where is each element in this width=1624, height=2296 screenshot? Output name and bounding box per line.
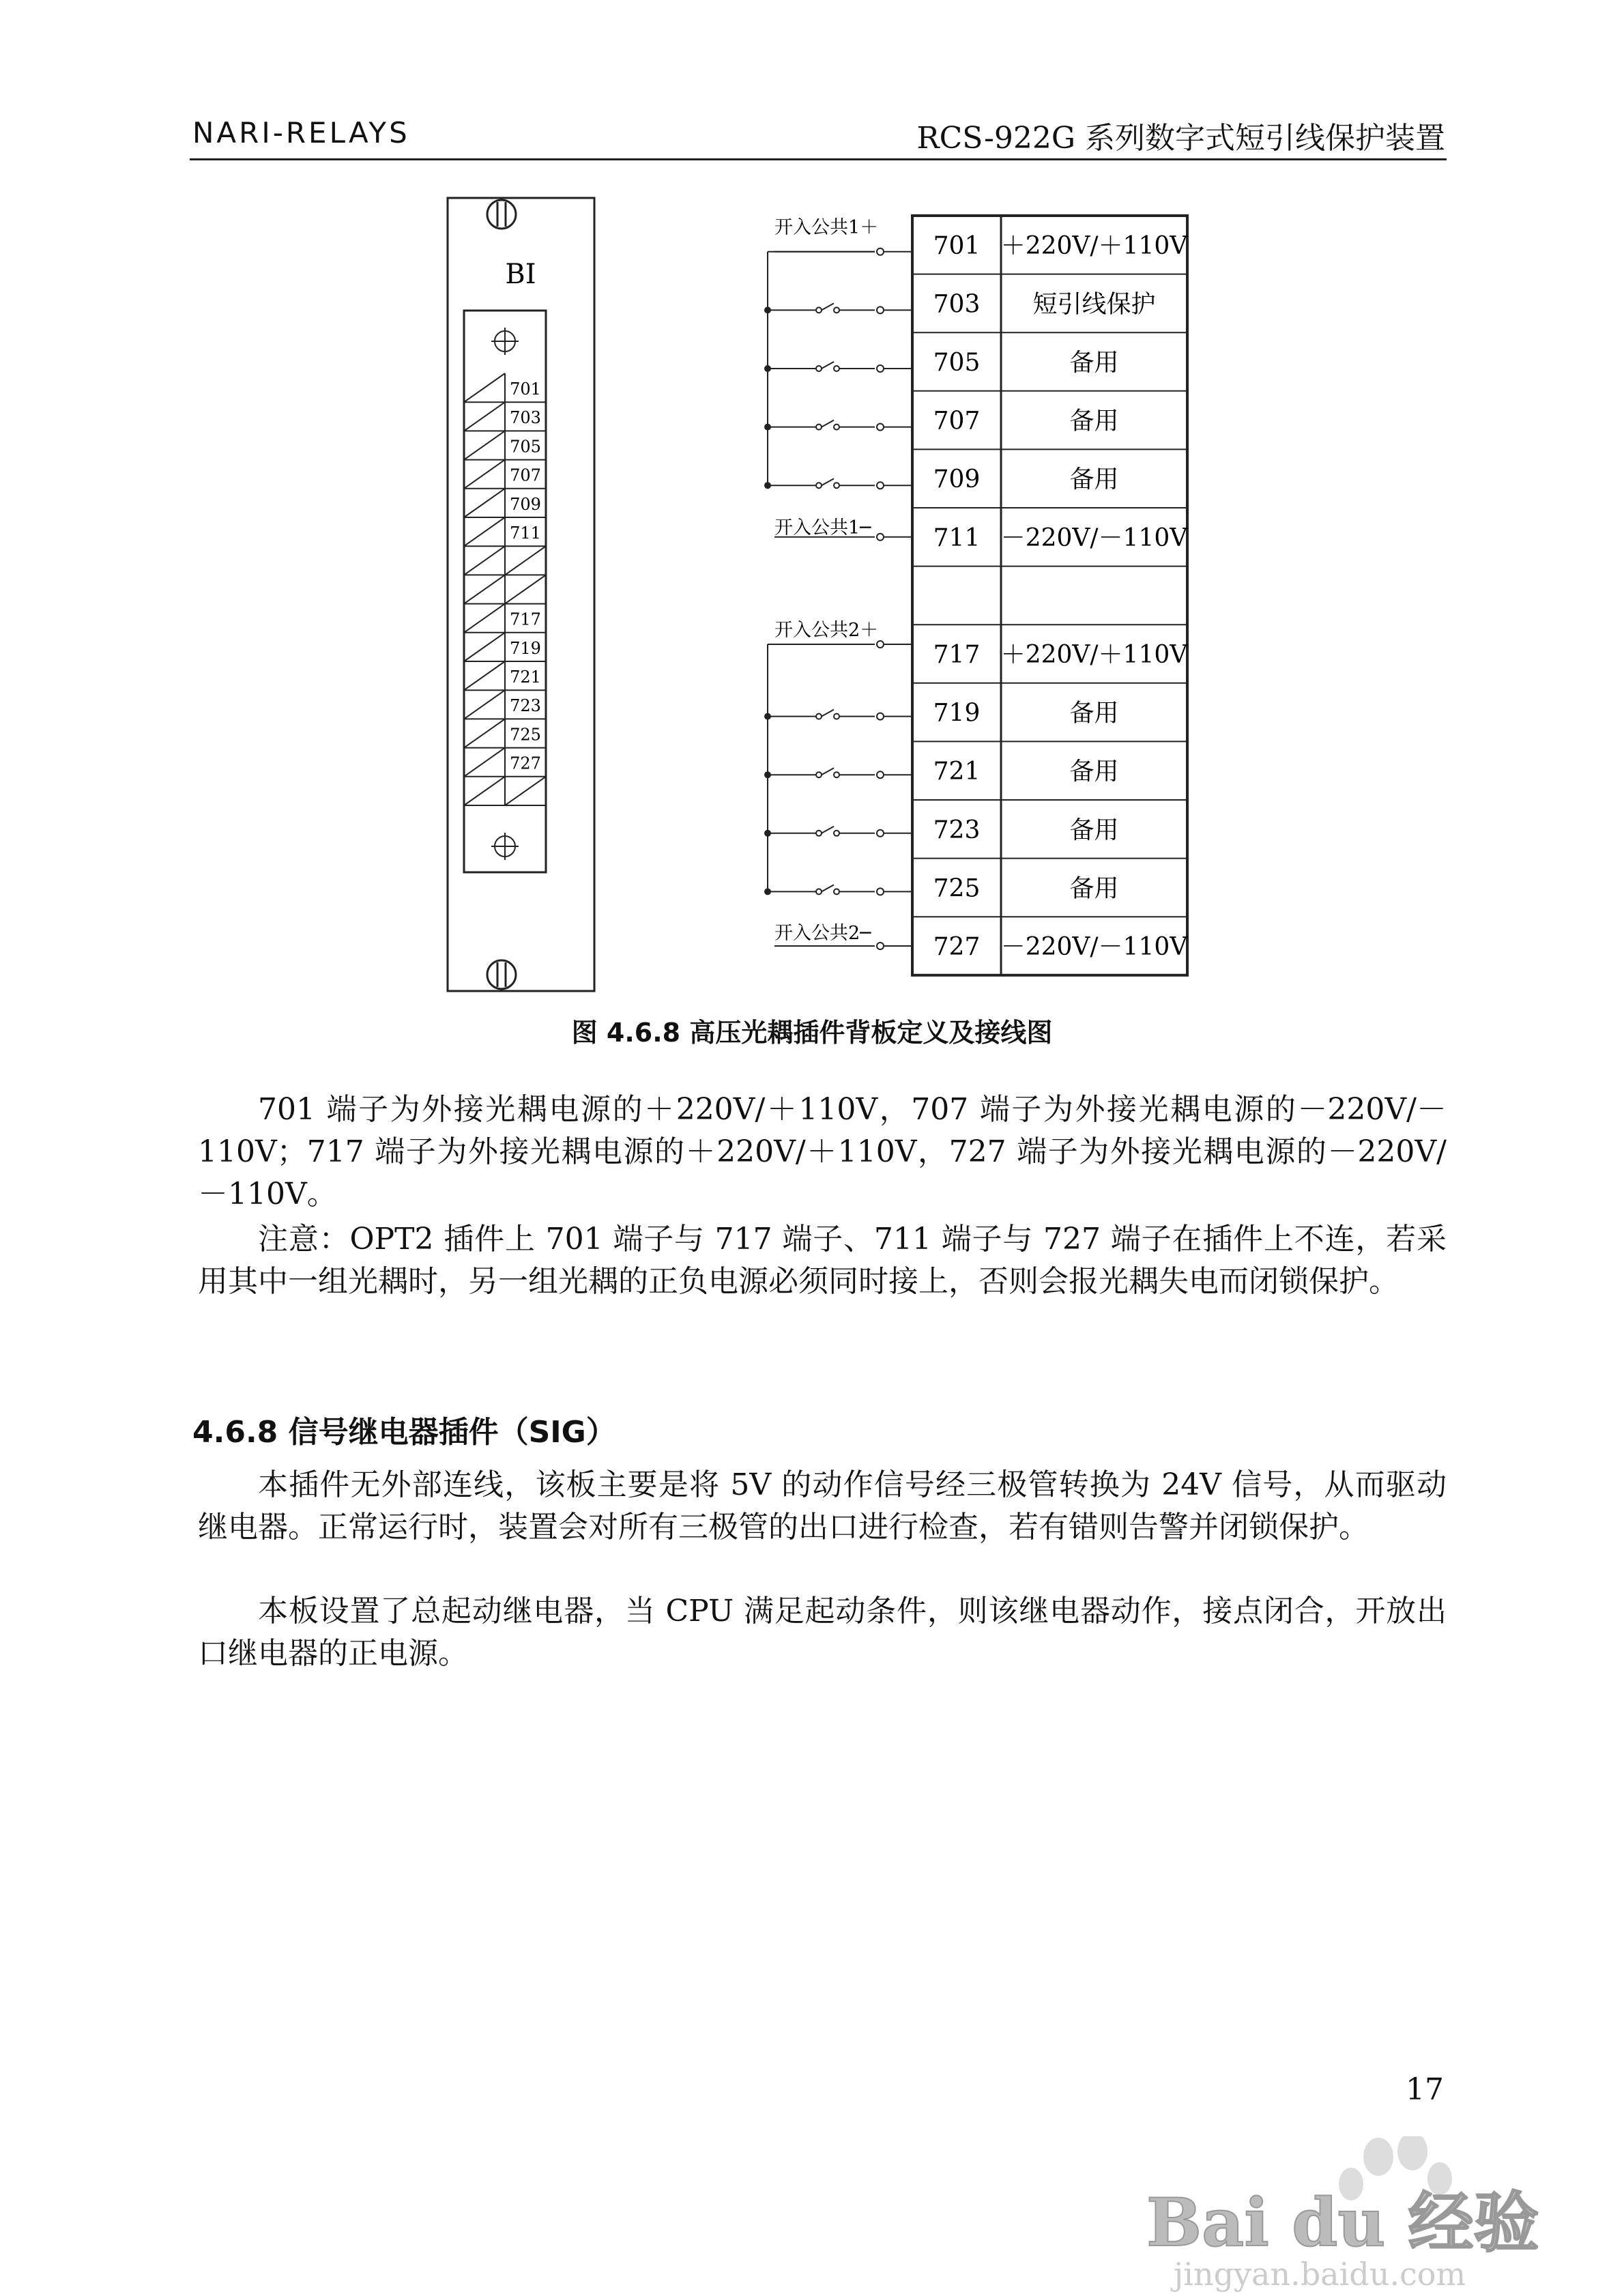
watermark-brand: Bai du 经验 — [1146, 2184, 1539, 2261]
panel-label: BI — [505, 259, 536, 290]
switch-contact — [834, 483, 839, 488]
paragraph-text: 本板设置了总起动继电器，当 CPU 满足起动条件，则该继电器动作，接点闭合，开放出口继电器的正电源。 — [198, 1594, 1447, 1671]
terminal-node — [877, 365, 884, 372]
paragraph-text: 701 端子为外接光耦电源的＋220V/＋110V，707 端子为外接光耦电源的－220V/－110V；717 端子为外接光耦电源的＋220V/＋110V，727 端子为外接光耦电源的－220V/－110V。 — [198, 1092, 1447, 1211]
terminal-function: ＋220V/＋110V — [1000, 641, 1188, 669]
header-left: NARI-RELAYS — [192, 116, 410, 149]
pin-diagonal — [464, 546, 505, 575]
backplane-panel — [448, 198, 594, 991]
switch-contact — [816, 425, 822, 430]
switch-contact — [834, 366, 839, 371]
paragraph-text: 注意：OPT2 插件上 701 端子与 717 端子、711 端子与 727 端子在插件上不连，若采用其中一组光耦时，另一组光耦的正负电源必须同时接上，否则会报光耦失电而闭锁保护。 — [198, 1222, 1447, 1299]
panel-terminal-label: 723 — [510, 696, 541, 716]
terminal-number: 727 — [933, 933, 981, 961]
pin-diagonal — [464, 575, 505, 603]
switch-contact — [834, 425, 839, 430]
common2-plus-label: 开入公共2＋ — [774, 620, 879, 641]
pin-diagonal — [464, 604, 505, 633]
pin-diagonal — [464, 517, 505, 546]
top-crosshair-icon — [491, 328, 519, 355]
terminal-number: 707 — [933, 407, 981, 435]
paragraph-start-relay — [198, 1590, 1447, 1675]
terminal-function: 短引线保护 — [1032, 290, 1156, 319]
terminal-number: 701 — [933, 231, 981, 260]
baidu-jingyan-watermark — [1133, 2136, 1542, 2293]
switch-contact — [834, 714, 839, 719]
switch-contact — [834, 772, 839, 777]
switch-contact — [834, 889, 839, 894]
pin-diagonal — [464, 748, 505, 777]
pin-diagonal — [464, 460, 505, 489]
paragraph-text: 本插件无外部连线，该板主要是将 5V 的动作信号经三极管转换为 24V 信号，从而驱动继电器。正常运行时，装置会对所有三极管的出口进行检查，若有错则告警并闭锁保护。 — [198, 1467, 1447, 1545]
terminal-function: 备用 — [1069, 349, 1119, 377]
switch-blade — [822, 362, 834, 369]
pin-diagonal — [464, 719, 505, 747]
terminal-number: 721 — [933, 758, 981, 786]
terminal-function: 备用 — [1069, 816, 1119, 844]
terminal-node — [877, 943, 884, 949]
page-number: 17 — [1406, 2072, 1444, 2107]
terminal-number: 725 — [933, 874, 981, 903]
pin-diagonal — [464, 373, 505, 402]
switch-contact — [816, 772, 822, 777]
figure-caption: 图 4.6.8 高压光耦插件背板定义及接线图 — [571, 1018, 1053, 1048]
terminal-number: 703 — [933, 290, 981, 319]
slot-diagonal — [505, 546, 546, 575]
terminal-node — [877, 482, 884, 489]
terminal-function: 备用 — [1069, 407, 1119, 435]
pin-diagonal — [464, 633, 505, 661]
pin-diagonal — [464, 489, 505, 517]
wiring-figure — [0, 0, 1624, 1010]
section-heading: 4.6.8 信号继电器插件（SIG） — [192, 1415, 616, 1450]
panel-terminal-label: 701 — [510, 379, 541, 399]
switch-contact — [834, 831, 839, 836]
panel-terminal-label: 711 — [510, 523, 541, 543]
slot-diagonal — [505, 575, 546, 603]
watermark-url: jingyan.baidu.com — [1174, 2256, 1466, 2293]
terminal-node — [877, 534, 884, 541]
panel-terminal-label: 709 — [510, 494, 541, 514]
panel-terminal-label: 719 — [510, 638, 541, 658]
terminal-number: 709 — [933, 465, 981, 494]
panel-terminal-label: 705 — [510, 437, 541, 457]
wiring-diagram — [765, 217, 912, 949]
switch-blade — [822, 768, 834, 775]
header-right: RCS-922G 系列数字式短引线保护装置 — [916, 121, 1445, 156]
terminal-block — [464, 373, 546, 805]
common2-minus-label: 开入公共2─ — [774, 923, 871, 944]
terminal-function: 备用 — [1069, 465, 1119, 494]
paragraph-sig-board — [198, 1464, 1447, 1549]
panel-terminal-label: 703 — [510, 408, 541, 428]
terminal-node — [877, 888, 884, 895]
terminal-number: 719 — [933, 699, 981, 728]
terminal-function: ＋220V/＋110V — [1000, 231, 1188, 260]
switch-contact — [816, 831, 822, 836]
terminal-node — [877, 306, 884, 313]
pin-diagonal — [464, 777, 505, 805]
paragraph-note — [198, 1218, 1447, 1303]
switch-contact — [816, 483, 822, 488]
switch-contact — [816, 714, 822, 719]
terminal-node — [877, 713, 884, 720]
terminal-number: 723 — [933, 816, 981, 844]
switch-blade — [822, 827, 834, 833]
switch-contact — [816, 366, 822, 371]
terminal-node — [877, 771, 884, 778]
terminal-node — [877, 424, 884, 431]
common1-plus-label: 开入公共1＋ — [774, 217, 879, 238]
switch-blade — [822, 478, 834, 485]
paragraph-terminal-power — [198, 1089, 1447, 1216]
switch-blade — [822, 710, 834, 717]
pin-diagonal — [464, 690, 505, 719]
terminal-number: 705 — [933, 349, 981, 377]
switch-contact — [834, 307, 839, 313]
top-screw-icon — [487, 200, 516, 229]
pin-diagonal — [464, 661, 505, 690]
terminal-number: 717 — [933, 641, 981, 669]
switch-contact — [816, 307, 822, 313]
terminal-function: 备用 — [1069, 874, 1119, 903]
bottom-screw-icon — [487, 960, 516, 989]
terminal-function: －220V/－110V — [1000, 523, 1188, 552]
panel-terminal-label: 727 — [510, 754, 541, 773]
panel-terminal-label: 725 — [510, 725, 541, 745]
terminal-function: －220V/－110V — [1000, 933, 1188, 961]
table-frame — [912, 216, 1187, 975]
panel-terminal-label: 721 — [510, 668, 541, 687]
switch-contact — [816, 889, 822, 894]
slot-diagonal — [505, 777, 546, 805]
common1-minus-label: 开入公共1─ — [774, 517, 871, 539]
terminal-node — [877, 641, 884, 648]
bottom-crosshair-icon — [491, 833, 519, 860]
pin-diagonal — [464, 431, 505, 459]
terminal-number: 711 — [933, 523, 981, 552]
terminal-node — [877, 830, 884, 837]
panel-terminal-label: 707 — [510, 465, 541, 485]
pin-diagonal — [464, 402, 505, 431]
terminal-table — [912, 216, 1188, 975]
switch-blade — [822, 885, 834, 891]
switch-blade — [822, 303, 834, 310]
switch-blade — [822, 420, 834, 427]
terminal-function: 备用 — [1069, 758, 1119, 786]
terminal-function: 备用 — [1069, 699, 1119, 728]
terminal-node — [877, 248, 884, 255]
panel-terminal-label: 717 — [510, 609, 541, 629]
